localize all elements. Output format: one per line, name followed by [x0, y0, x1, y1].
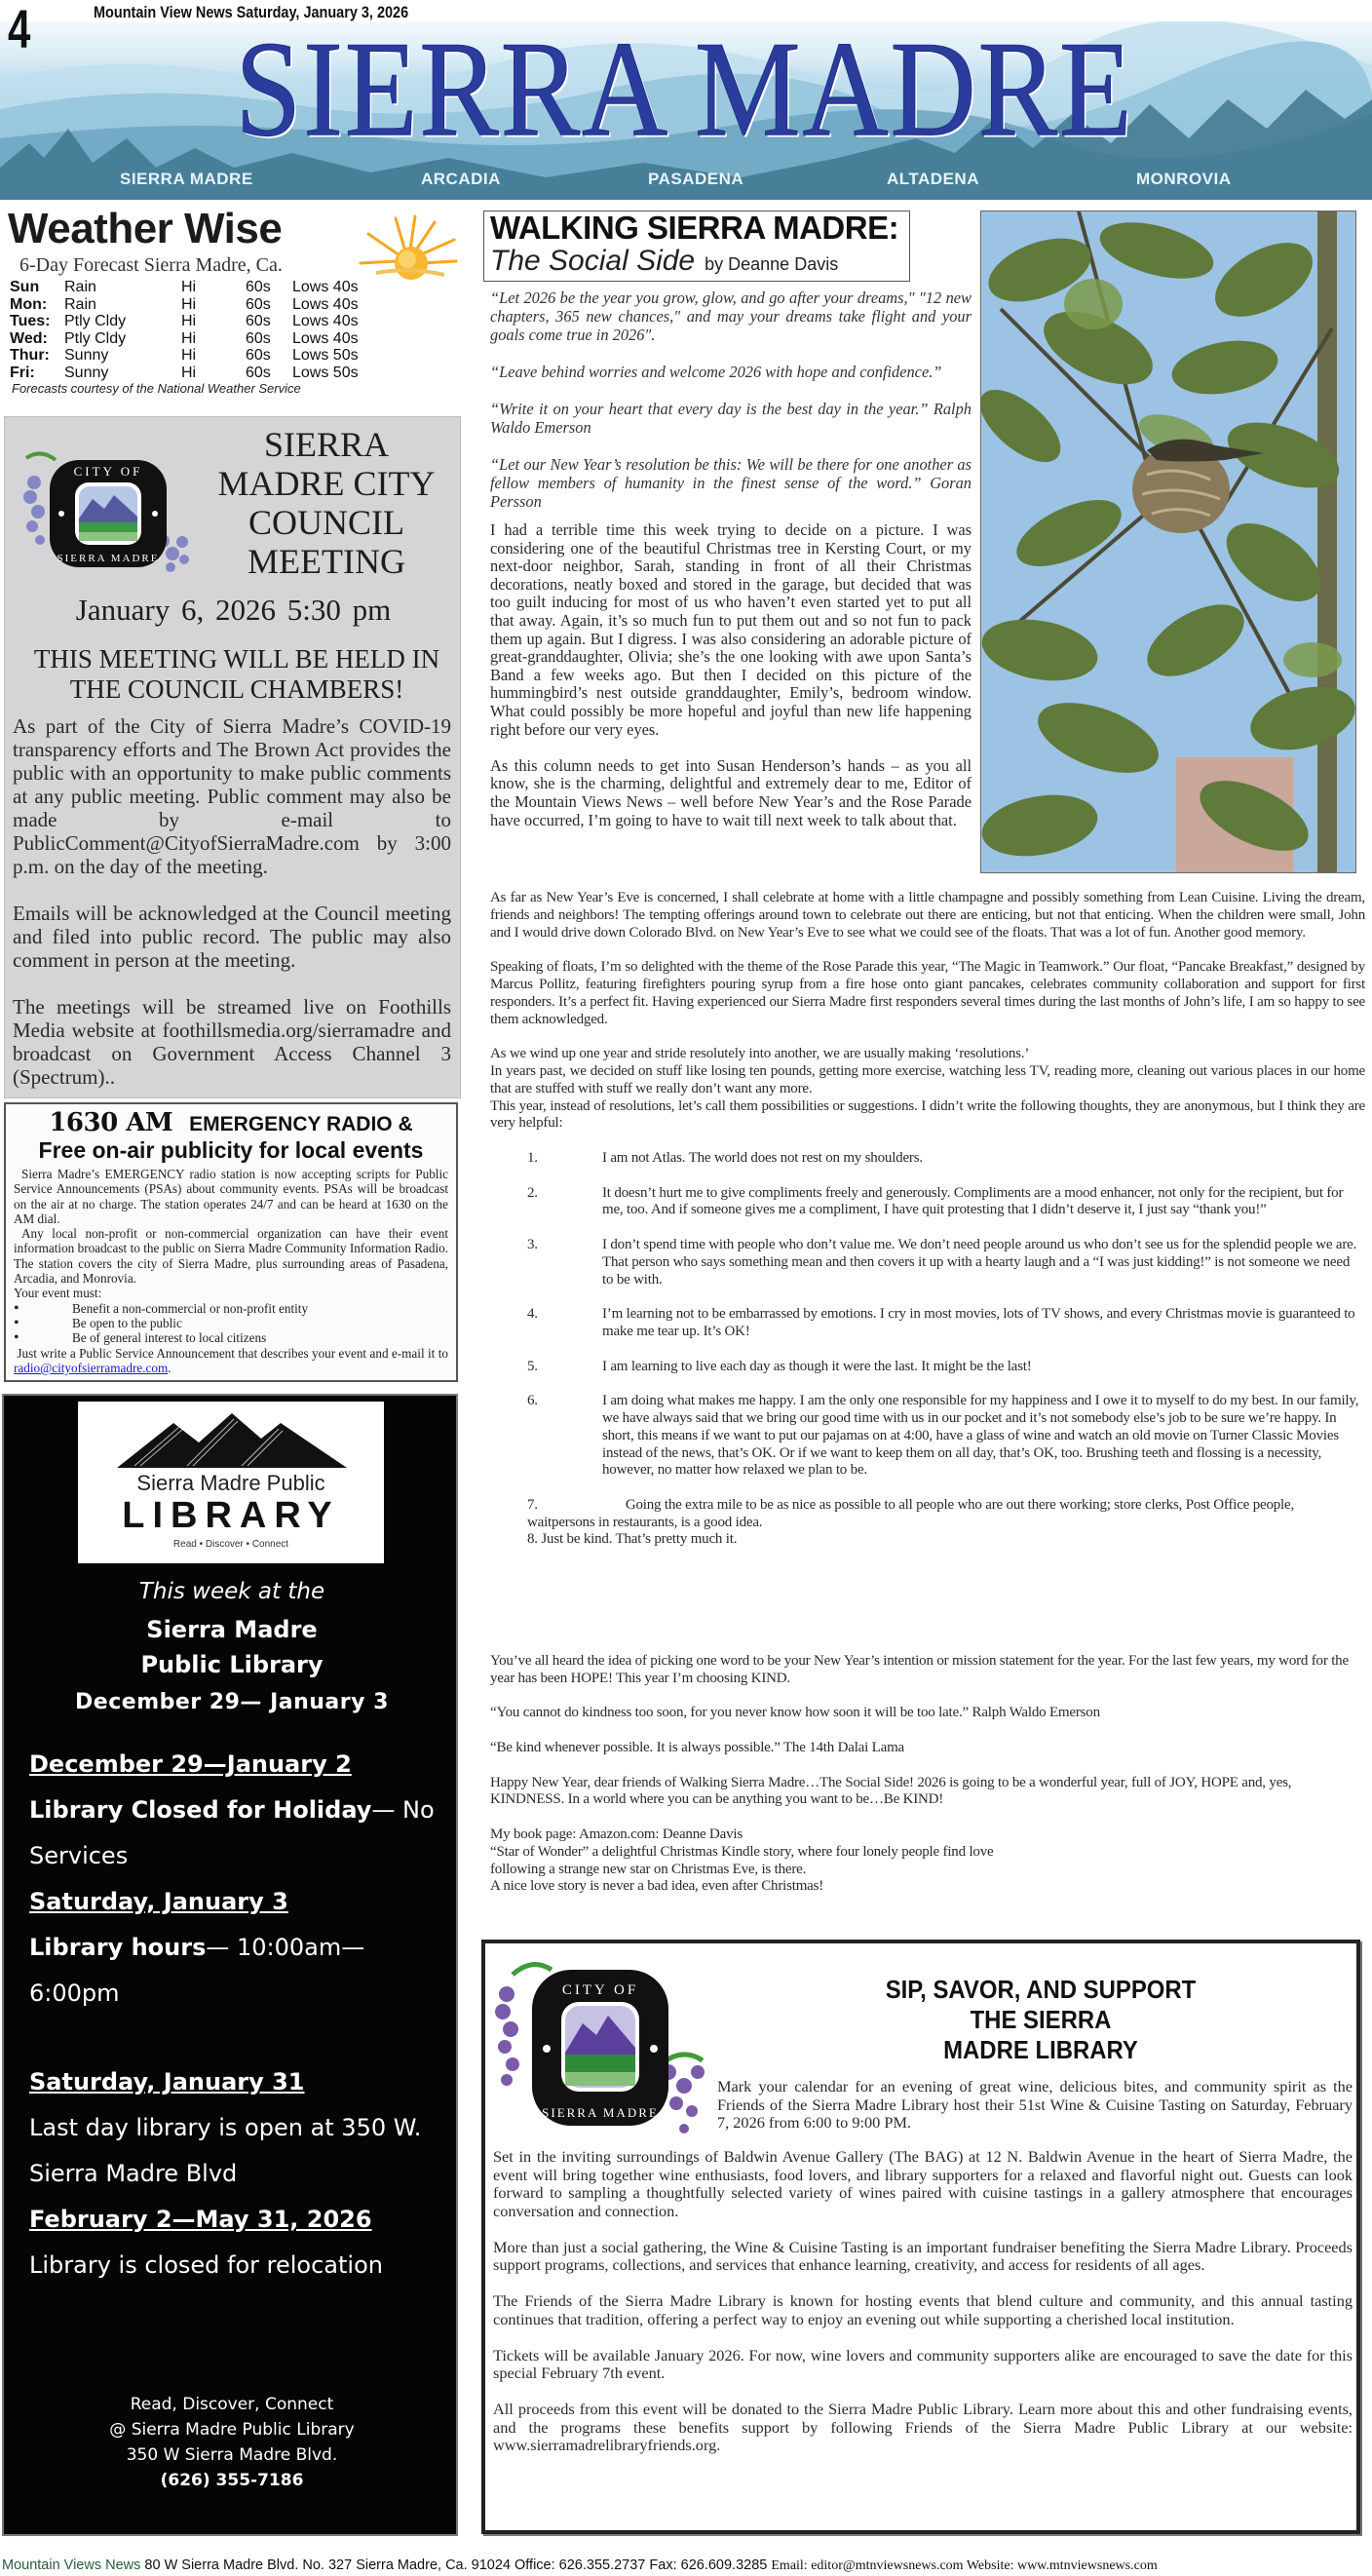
- city-arcadia: ARCADIA: [421, 170, 501, 188]
- council-meeting-notice: [4, 416, 461, 1098]
- forecast-row: [10, 347, 359, 365]
- library-entry-detail: — 10:00am—6:00pm: [29, 1934, 365, 2007]
- resolution-item: [490, 1185, 1365, 1220]
- library-mountains-icon: [115, 1409, 349, 1470]
- book-line: My book page: Amazon.com: Deanne Davis: [490, 1826, 743, 1842]
- forecast-row: [10, 365, 359, 382]
- resolution-number: 2.: [527, 1184, 538, 1201]
- radio-closing-text: Just write a Public Service Announcement that describes your event and e-mail it to: [17, 1345, 448, 1361]
- council-body: [13, 714, 451, 1112]
- article-paragraph: This year, instead of resolutions, let’s call them possibilities or suggestions. I didn’t write the following thoughts, they are anonymous, but I think they are very helpful:: [490, 1097, 1365, 1132]
- library-where: [4, 1612, 460, 1682]
- article-paragraph: As far as New Year’s Eve is concerned, I shall celebrate at home with a little champagne and possibly something from Lean Cuisine. Living the dream, friends and neighbors! The tempting offerings around town to celebrate out there are enticing, but not that enticing. When the children were small, John and I would drive down Colorado Blvd. on New Year’s Eve to see what we could see of the floats. That was a lot of fun. Another good memory.: [490, 890, 1365, 941]
- svg-text:CITY OF: CITY OF: [561, 1982, 639, 1998]
- council-paragraph: The meetings will be streamed live on Foothills Media website at foothillsmedia.org/sierramadre and broadcast on Government Access Channel 3 (Spectrum)..: [13, 995, 451, 1089]
- forecast-row: [10, 279, 359, 296]
- library-contact: [4, 2392, 460, 2493]
- publication-name: Mountain Views News: [2, 2557, 141, 2573]
- forecast-hi-label: Hi: [181, 279, 197, 295]
- masthead-title: SIERRA MADRE: [235, 21, 1134, 166]
- forecast-hi-label: Hi: [181, 347, 197, 364]
- forecast-row: [10, 330, 359, 348]
- forecast-hi: 60s: [246, 279, 271, 295]
- weather-credit: Forecasts courtesy of the National Weather Service: [12, 381, 301, 396]
- forecast-condition: Ptly Cldy: [64, 313, 127, 329]
- book-line: following a strange new star on Christmas Eve, is there.: [490, 1861, 807, 1877]
- forecast-hi-label: Hi: [181, 329, 197, 347]
- article-paragraph: “Be kind whenever possible. It is always possible.” The 14th Dalai Lama: [490, 1739, 904, 1755]
- library-entries: [29, 1742, 448, 2288]
- forecast-low: Lows 40s: [292, 313, 359, 329]
- title-line: SIP, SAVOR, AND SUPPORT: [885, 1975, 1197, 2004]
- article-paragraph: In years past, we decided on stuff like losing ten pounds, getting more exercise, watching less TV, reading more, cleaning out various places in our home that are stuffed with stuff we really don’t want any more.: [490, 1062, 1365, 1096]
- article-paragraph: As this column needs to get into Susan Henderson’s hands – as you all know, she is the charming, delightful and extremely dear to me, Editor of the Mountain Views News – well before New Year’s and the Rose Parade have occurred, I’m going to have to wait till next week to talk about that.: [490, 755, 972, 829]
- resolution-item: [490, 1531, 1365, 1549]
- library-entry-label: Library hours: [29, 1934, 207, 1961]
- book-line: A nice love story is never a bad idea, even after Christmas!: [490, 1878, 824, 1895]
- council-paragraph: Emails will be acknowledged at the Council meeting and filed into public record. The public may also comment in person at the meeting.: [13, 902, 451, 972]
- column-intro: [490, 521, 972, 848]
- library-entry-heading: December 29—January 2: [29, 1750, 352, 1778]
- forecast-condition: Rain: [64, 295, 96, 313]
- weather-subtitle: 6-Day Forecast Sierra Madre, Ca.: [19, 254, 283, 276]
- weather-title: Weather Wise: [8, 205, 283, 252]
- svg-text:SIERRA MADRE: SIERRA MADRE: [542, 2105, 659, 2120]
- library-address: 350 W Sierra Madre Blvd.: [126, 2445, 338, 2465]
- council-title: SIERRA MADRE CITY COUNCIL MEETING: [217, 425, 436, 581]
- resolution-item: [490, 1359, 1365, 1376]
- svg-text:CITY OF: CITY OF: [73, 464, 143, 479]
- sun-icon: [357, 212, 459, 286]
- library-where-line: Public Library: [140, 1651, 324, 1678]
- city-altadena: ALTADENA: [887, 170, 979, 188]
- forecast-hi: 60s: [246, 364, 271, 381]
- article-paragraph: As we wind up one year and stride resolutely into another, we are usually making ‘resolutions.’: [490, 1046, 1030, 1062]
- radio-body: [14, 1167, 448, 1375]
- radio-must-label: Your event must:: [14, 1286, 102, 1301]
- forecast-day: Wed:: [10, 329, 48, 347]
- forecast-low: Lows 50s: [292, 364, 359, 381]
- resolution-item: [490, 1150, 1365, 1168]
- forecast-day: Sun: [10, 279, 40, 295]
- library-week-label: This week at the: [138, 1579, 325, 1604]
- forecast-low: Lows 40s: [292, 295, 359, 313]
- library-logo: [78, 1402, 384, 1563]
- forecast-day: Thur:: [10, 347, 50, 364]
- page-footer: [0, 2556, 1372, 2576]
- column-closing: [490, 1653, 1365, 1896]
- library-entry-label: Library Closed for Holiday: [29, 1796, 372, 1824]
- city-pasadena: PASADENA: [648, 170, 744, 188]
- title-line: THE SIERRA: [970, 2005, 1112, 2034]
- radio-subheading: Free on-air publicity for local events: [38, 1137, 424, 1163]
- column-header: [483, 211, 910, 282]
- column-title: WALKING SIERRA MADRE:: [490, 210, 899, 246]
- resolution-text: I am learning to live each day as though it were the last. It might be the last!: [602, 1358, 1032, 1374]
- library-logo-name: Sierra Madre Public: [136, 1471, 325, 1495]
- wine-tasting-lead: Mark your calendar for an evening of great wine, delicious bites, and community spirit as the Friends of the Sierra Madre Library host their 51st Wine & Cuisine Tasting on Saturday, February 7, 2026 from 6:00 to 9:00 PM.: [717, 2077, 1353, 2132]
- city-sierra-madre: SIERRA MADRE: [120, 170, 253, 188]
- forecast-condition: Ptly Cldy: [64, 329, 127, 347]
- publication-email: Email: editor@mtnviewsnews.com: [771, 2558, 964, 2573]
- resolution-number: 1.: [527, 1149, 538, 1166]
- forecast-hi: 60s: [246, 313, 271, 329]
- column-subtitle: [490, 245, 903, 278]
- ad-paragraph: Set in the inviting surroundings of Baldwin Avenue Gallery (The BAG) at 12 N. Baldwin Avenue in the heart of Sierra Madre, the event will bring together wine enthusiasts, food lovers, and library supporters for a relaxed and flavorful night out. Guests can look forward to sampling a thoughtfully selected variety of wines paired with cuisine tastings in a gallery atmosphere that encourages conversation and connection.: [493, 2147, 1353, 2220]
- resolution-text: I don’t spend time with people who don’t value me. We don’t need people around us who don’t see us for the splendid people we are. That person who says something mean and then covers it up with a hearty laugh and a “I was just kidding!” is not someone we need to be with.: [602, 1236, 1357, 1288]
- emergency-radio-notice: [4, 1102, 458, 1382]
- column-body-wide: [490, 890, 1365, 1566]
- library-entry-text: Last day library is open at 350 W. Sierra Madre Blvd: [29, 2114, 422, 2187]
- publication-address: 80 W Sierra Madre Blvd. No. 327 Sierra Madre, Ca. 91024 Office: 626.355.2737 Fax: 626.609.3285: [140, 2557, 772, 2573]
- city-seal-icon: [17, 439, 202, 580]
- page-number: 4: [8, 0, 29, 59]
- book-line: “Star of Wonder” a delightful Christmas Kindle story, where four lonely people find love: [490, 1843, 994, 1860]
- radio-email-link[interactable]: radio@cityofsierramadre.com: [14, 1360, 169, 1375]
- resolution-number: 6.: [527, 1393, 538, 1409]
- library-where-line: Sierra Madre: [146, 1616, 318, 1643]
- library-entry-text: [29, 1788, 448, 1879]
- book-info: [490, 1826, 1365, 1896]
- quote: “Leave behind worries and welcome 2026 with hope and confidence.”: [490, 363, 942, 381]
- ad-paragraph: Tickets will be available January 2026. For now, wine lovers and community supporters alike are encouraged to save the date for this special February 7th event.: [493, 2345, 1353, 2382]
- ad-paragraph: More than just a social gathering, the Wine & Cuisine Tasting is an important fundraiser benefiting the Sierra Madre Library. Proceeds support programs, collections, and services that enhance learning, creativity, and access for residents of all ages.: [493, 2237, 1353, 2274]
- library-contact-line: Read, Discover, Connect: [130, 2395, 334, 2414]
- resolution-number: 4.: [527, 1306, 538, 1323]
- requirement-item: • Benefit a non-commercial or non-profit entity: [14, 1301, 448, 1316]
- forecast-row: [10, 296, 359, 314]
- forecast-condition: Sunny: [64, 364, 109, 381]
- quote: “Let 2026 be the year you grow, glow, and go after your dreams," "12 new chapters, 365 new chances," and may your dreams take flight and your goals come true in 2026".: [490, 288, 972, 344]
- resolution-item: [490, 1306, 1365, 1341]
- column-quotes: [490, 288, 972, 529]
- library-logo-word: LIBRARY: [122, 1495, 340, 1536]
- forecast-hi-label: Hi: [181, 364, 197, 381]
- spacer: [29, 2017, 448, 2059]
- article-paragraph: I had a terrible time this week trying to decide on a picture. I was considering one of the beautiful Christmas tree in Kersting Court, or my next-door neighbor, Sarah, standing in front of all their Christmas decorations, neatly boxed and stored in the garage, but decided that was too guilt inducing for most of us who haven’t even started yet to put all that away. Again, it’s so much fun to put them out and so not fun to pack them up again. But I digress. I was also considering an adorable picture of great-granddaughter, Olivia; she’s the one looking with awe upon Santa’s Band a few weeks ago. But then I decided on this picture of the hummingbird’s nest outside granddaughter, Emily’s, bedroom window. What could possibly be more hopeful and joyful than new life happening right before our very eyes.: [490, 520, 972, 739]
- radio-closing-end: .: [168, 1360, 172, 1375]
- masthead-banner: [0, 21, 1372, 200]
- title-line: MADRE LIBRARY: [943, 2035, 1138, 2064]
- forecast-day: Tues:: [10, 313, 51, 329]
- resolution-item: [490, 1393, 1365, 1480]
- forecast-row: [10, 313, 359, 330]
- library-date-range: December 29— January 3: [75, 1690, 389, 1714]
- library-phone: (626) 355-7186: [160, 2471, 304, 2490]
- forecast-day: Fri:: [10, 364, 35, 381]
- requirement-item: • Be open to the public: [14, 1316, 448, 1330]
- radio-frequency: 1630 AM: [49, 1108, 173, 1137]
- city-monrovia: MONROVIA: [1136, 170, 1232, 188]
- resolution-item: [490, 1497, 1365, 1532]
- resolution-number: 3.: [527, 1236, 538, 1252]
- wine-tasting-body: [493, 2148, 1353, 2473]
- city-list: [0, 170, 1372, 191]
- radio-heading-text: EMERGENCY RADIO &: [189, 1113, 413, 1135]
- weather-section: [6, 205, 464, 409]
- quote: “Write it on your heart that every day is the best day in the year.” Ralph Waldo Emerson: [490, 400, 972, 437]
- resolution-item: [490, 1237, 1365, 1288]
- library-entry-text: Library is closed for relocation: [29, 2251, 383, 2279]
- library-entry-heading: Saturday, January 3: [29, 1888, 288, 1915]
- radio-requirements: [14, 1301, 448, 1346]
- forecast-hi-label: Hi: [181, 295, 197, 313]
- library-schedule: [2, 1394, 458, 2536]
- forecast-low: Lows 40s: [292, 279, 359, 295]
- resolution-number: 5.: [527, 1358, 538, 1374]
- library-logo-tagline: Read • Discover • Connect: [172, 1539, 289, 1550]
- resolution-text: Just be kind. That’s pretty much it.: [541, 1531, 738, 1548]
- quote: “Let our New Year’s resolution be this: We will be there for one another as fellow members of humanity in the finest sense of the word.” Goran Persson: [490, 455, 972, 511]
- ad-paragraph: All proceeds from this event will be donated to the Sierra Madre Public Library. Learn more about this and other fundraising events, and the programs these benefits support by following Friends of the Sierra Madre Public Library at our website: www.sierramadrelibraryfriends.org.: [493, 2400, 1353, 2454]
- column-subtitle-text: The Social Side: [490, 245, 696, 277]
- city-seal-icon: [493, 1955, 717, 2140]
- forecast-condition: Sunny: [64, 347, 109, 364]
- masthead: [0, 0, 1372, 200]
- article-paragraph: Speaking of floats, I’m so delighted with the theme of the Rose Parade this year, “The Magic in Teamwork.” Our float, “Pancake Breakfast,” designed by Marcus Pollitz, featuring firefighters pouring syrup from a fire hose onto giant pancakes, celebrates community collaboration and support for first responders. It’s a perfect fit. Having experienced our Sierra Madre first responders several times during the last months of John’s life, I am so happy to see them acknowledged.: [490, 959, 1365, 1027]
- library-entry-detail: — No Services: [29, 1796, 435, 1869]
- column-byline: by Deanne Davis: [705, 254, 839, 274]
- hummingbird-nest-image-icon: [981, 211, 1356, 873]
- radio-heading: [14, 1110, 448, 1137]
- council-location-notice: THIS MEETING WILL BE HELD IN THE COUNCIL CHAMBERS!: [33, 644, 440, 704]
- ad-paragraph: The Friends of the Sierra Madre Library is known for hosting events that blend culture and community, and this annual tasting continues that tradition, offering a perfect way to enjoy an evening out while supporting a cherished local institution.: [493, 2291, 1353, 2328]
- library-contact-line: @ Sierra Madre Public Library: [109, 2420, 355, 2440]
- resolution-text: Going the extra mile to be as nice as possible to all people who are out there working; store clerks, Post Office people, waitpersons in restaurants, is a good idea.: [527, 1496, 1295, 1530]
- wine-tasting-title: [754, 1975, 1328, 2065]
- requirement-item: • Be of general interest to local citizens: [14, 1330, 448, 1345]
- radio-closing: [14, 1346, 448, 1376]
- resolution-list: [490, 1150, 1365, 1549]
- radio-paragraph: Sierra Madre’s EMERGENCY radio station is now accepting scripts for Public Service Announcements (PSAs) about community events. PSAs will be broadcast on the air at no charge. The station operates 24/7 and can be heard at 1630 on the AM dial.: [14, 1167, 448, 1226]
- hummingbird-nest-photo: [980, 211, 1356, 873]
- library-entry-heading: February 2—May 31, 2026: [29, 2206, 372, 2233]
- library-entry-heading: Saturday, January 31: [29, 2068, 305, 2095]
- library-entry-text: [29, 1925, 448, 2017]
- resolution-number: 8.: [527, 1531, 538, 1548]
- resolution-number: 7.: [527, 1496, 538, 1513]
- article-paragraph: Happy New Year, dear friends of Walking Sierra Madre…The Social Side! 2026 is going to be a wonderful year, full of JOY, HOPE and, yes, KINDNESS. In a world where you can be anything you want to be…Be KIND!: [490, 1774, 1292, 1808]
- resolution-text: It doesn’t hurt me to give compliments freely and generously. Compliments are a mood enhancer, not only for the recipient, but for me, too. And if someone gives me a compliment, I have quit protesting that I didn’t deserve it, I just say “thank you!”: [602, 1184, 1344, 1218]
- resolution-text: I am doing what makes me happy. I am the only one responsible for my happiness and I owe it to myself to do my best. In our family, we have always said that we bring our good time with us in our pocket and it’s not somebody else’s job to be sure we’re happy. In short, this means if we want to put our pajamas on at 4:00, have a glass of wine and watch an old movie on Turner Classic Movies instead of the news, that’s OK. Or if we want to keep them on all day, that’s OK, too. Brushing teeth and flossing is a necessity, however, no matter how relaxed we plan to be.: [602, 1393, 1359, 1479]
- wine-tasting-ad: [481, 1940, 1360, 2534]
- resolution-text: I am not Atlas. The world does not rest on my shoulders.: [602, 1149, 923, 1166]
- forecast-low: Lows 40s: [292, 329, 359, 347]
- radio-paragraph: Any local non-profit or non-commercial organization can have their event information broadcast to the public on Sierra Madre Community Information Radio. The station covers the city of Sierra Madre, plus surrounding areas of Pasadena, Arcadia, and Monrovia.: [14, 1226, 448, 1287]
- svg-text:SIERRA MADRE: SIERRA MADRE: [57, 553, 160, 564]
- article-paragraph: You’ve all heard the idea of picking one word to be your New Year’s intention or mission statement for the year. For the last few years, my word for the year has been HOPE! This year I’m choosing KIND.: [490, 1653, 1349, 1686]
- council-date: January 6, 2026 5:30 pm: [75, 593, 392, 627]
- forecast-condition: Rain: [64, 279, 96, 295]
- forecast-table: [10, 279, 359, 381]
- article-paragraph: “You cannot do kindness too soon, for you never know how soon it will be too late.” Ralph Waldo Emerson: [490, 1705, 1100, 1721]
- resolution-text: I’m learning not to be embarrassed by emotions. I cry in most movies, lots of TV shows, and every Christmas movie is guaranteed to make me tear up. It’s OK!: [602, 1306, 1355, 1339]
- forecast-hi: 60s: [246, 329, 271, 347]
- forecast-low: Lows 50s: [292, 347, 359, 364]
- forecast-hi: 60s: [246, 347, 271, 364]
- forecast-hi-label: Hi: [181, 313, 197, 329]
- forecast-day: Mon:: [10, 295, 48, 313]
- dateline: Mountain View News Saturday, January 3, 2026: [94, 3, 409, 21]
- forecast-hi: 60s: [246, 295, 271, 313]
- council-paragraph: As part of the City of Sierra Madre’s COVID-19 transparency efforts and The Brown Act provides the public with an opportunity to make public comments at any public meeting. Public comment may also be made by e-mail to PublicComment@CityofSierraMadre.com by 3:00 p.m. on the day of the meeting.: [13, 714, 451, 878]
- publication-website: Website: www.mtnviewsnews.com: [963, 2558, 1158, 2573]
